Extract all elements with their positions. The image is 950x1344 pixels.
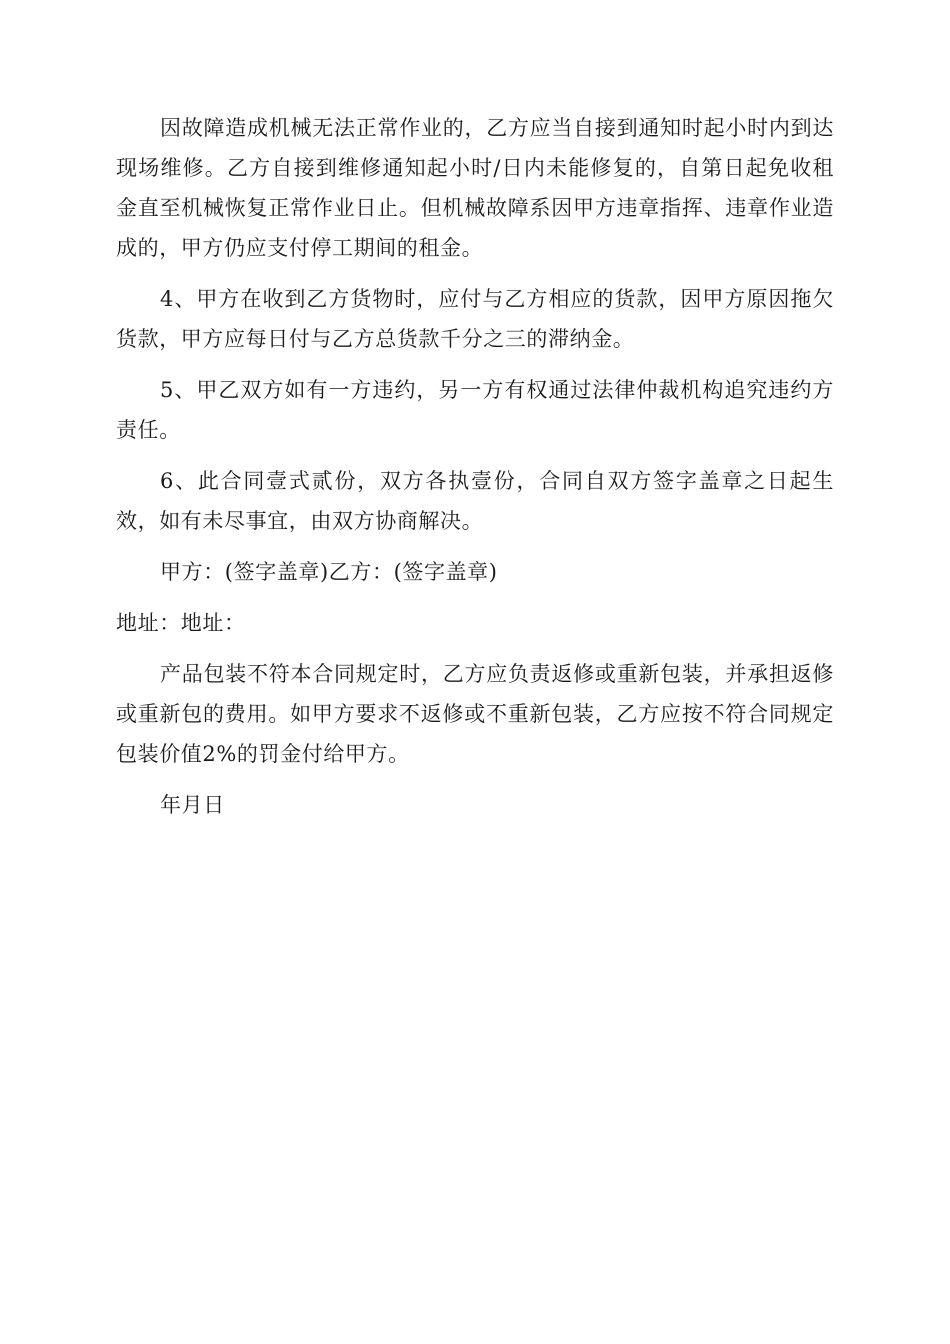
- paragraph-packaging: 产品包装不符本合同规定时，乙方应负责返修或重新包装，并承担返修或重新包的费用。如甲方要求不返修或不重新包装，乙方应按不符合同规定包装价值2%的罚金付给甲方。: [116, 662, 834, 766]
- paragraph-clause-4-payment: 4、甲方在收到乙方货物时，应付与乙方相应的货款，因甲方原因拖欠货款，甲方应每日付与乙方总货款千分之三的滞纳金。: [116, 287, 834, 351]
- date-line: 年月日: [160, 793, 225, 817]
- paragraph-clause-6-copies: 6、此合同壹式贰份，双方各执壹份，合同自双方签字盖章之日起生效，如有未尽事宜，由双方协商解决。: [116, 469, 834, 533]
- document-body: [116, 108, 834, 836]
- address-line: 地址：地址：: [116, 611, 246, 635]
- signature-line: 甲方：(签字盖章)乙方：(签字盖章): [160, 560, 498, 584]
- paragraph-clause-5-breach: 5、甲乙双方如有一方违约，另一方有权通过法律仲裁机构追究违约方责任。: [116, 378, 834, 442]
- paragraph-machine-failure: 因故障造成机械无法正常作业的，乙方应当自接到通知时起小时内到达现场维修。乙方自接到维修通知起小时/日内未能修复的，自第日起免收租金直至机械恢复正常作业日止。但机械故障系因甲方违章指挥、违章作业造成的，甲方仍应支付停工期间的租金。: [116, 116, 834, 260]
